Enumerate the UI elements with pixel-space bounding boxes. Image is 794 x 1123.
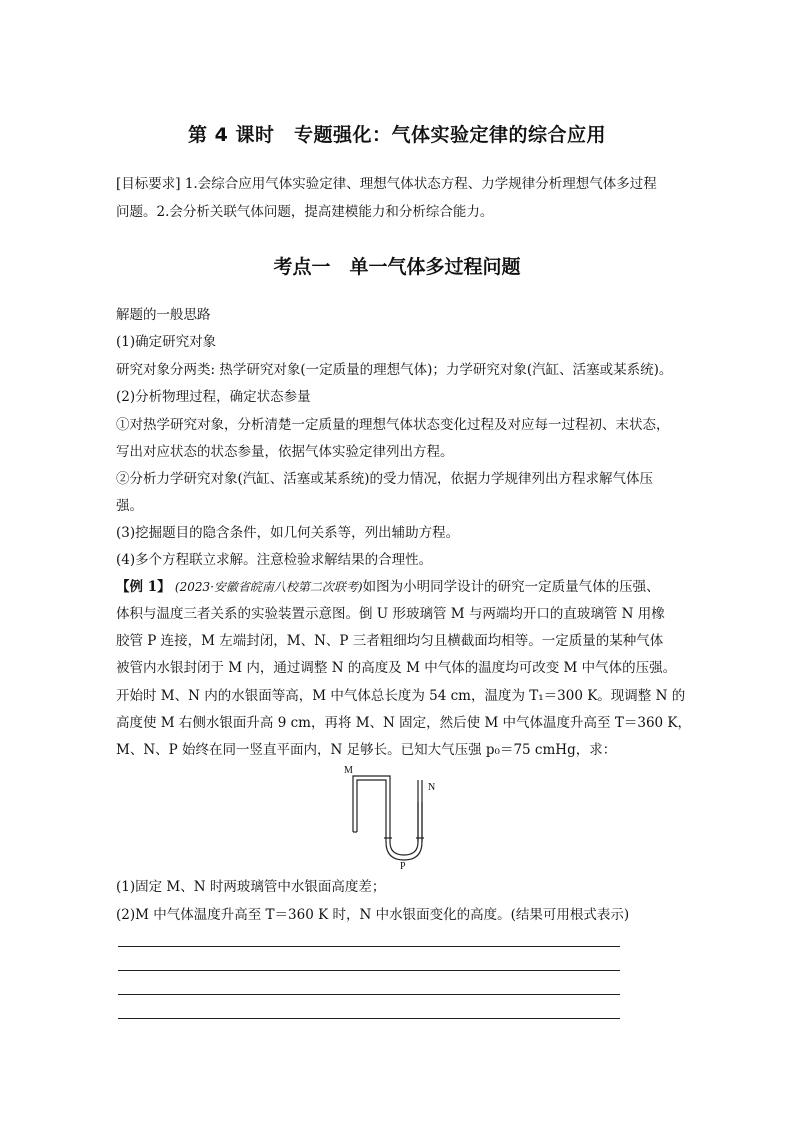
section-title: 考点一 单一气体多过程问题 [273,256,521,278]
example-line-5: 开始时 M、N 内的水银面等高，M 中气体总长度为 54 cm，温度为 T₁＝300 K。现调整 N 的 [116,688,686,704]
example-source: (2023·安徽省皖南八校第二次联考) [174,580,363,594]
example-line-3: 胶管 P 连接，M 左端封闭，M、N、P 三者粗细均匀且横截面均相等。一定质量的某种气体 [116,633,664,649]
step-4: (4)多个方程联立求解。注意检验求解结果的合理性。 [116,552,433,568]
example-line-7: M、N、P 始终在同一竖直平面内，N 足够长。已知大气压强 p₀＝75 cmHg，求： [116,742,617,758]
step-2-a-line-1: ①对热学研究对象，分析清楚一定质量的理想气体状态变化过程及对应每一过程初、末状态， [116,417,670,433]
answer-line [118,946,620,947]
lesson-title: 第 4 课时 专题强化：气体实验定律的综合应用 [188,124,606,146]
question-1: (1)固定 M、N 时两玻璃管中水银面高度差； [116,879,386,895]
example-label: 【例 1】 [116,579,171,595]
figure-label-m: M [344,765,353,776]
method-heading: 解题的一般思路 [116,307,211,323]
example-line-4: 被管内水银封闭于 M 内，通过调整 N 的高度及 M 中气体的温度均可改变 M 中气体的压强。 [116,660,677,676]
objectives-text-2: 问题。2.会分析关联气体问题，提高建模能力和分析综合能力。 [116,204,494,220]
step-2-a-line-2: 写出对应状态的状态参量，依据气体实验定律列出方程。 [116,444,454,460]
objectives-text-1: 1.会综合应用气体实验定律、理想气体状态方程、力学规律分析理想气体多过程 [184,176,657,192]
step-1: (1)确定研究对象 [116,334,217,350]
example-line-6: 高度使 M 右侧水银面升高 9 cm，再将 M、N 固定，然后使 M 中气体温度升高至 T＝360 K， [116,715,692,731]
u-tube-apparatus-figure [340,762,450,870]
step-2-b-line-2: 强。 [116,498,143,514]
answer-line [118,970,620,971]
step-1-detail: 研究对象分两类: 热学研究对象(一定质量的理想气体)；力学研究对象(汽缸、活塞或某系统)。 [116,362,673,378]
answer-line [118,1018,620,1019]
figure-label-p: P [400,861,406,870]
step-2: (2)分析物理过程，确定状态参量 [116,389,311,405]
example-line-1 [116,575,696,595]
answer-line [118,994,620,995]
step-3: (3)挖掘题目的隐含条件，如几何关系等，列出辅助方程。 [116,525,460,541]
example-text-1: 如图为小明同学设计的研究一定质量气体的压强、 [362,579,660,595]
step-2-b-line-1: ②分析力学研究对象(汽缸、活塞或某系统)的受力情况，依据力学规律列出方程求解气体压 [116,471,654,487]
figure-label-n: N [428,782,436,793]
objectives-label: [目标要求] [116,176,181,192]
question-2: (2)M 中气体温度升高至 T＝360 K 时，N 中水银面变化的高度。(结果可用根式表示) [116,907,630,923]
example-line-2: 体积与温度三者关系的实验装置示意图。倒 U 形玻璃管 M 与两端均开口的直玻璃管 N 用橡 [116,606,665,622]
objectives-line-1 [116,172,696,192]
